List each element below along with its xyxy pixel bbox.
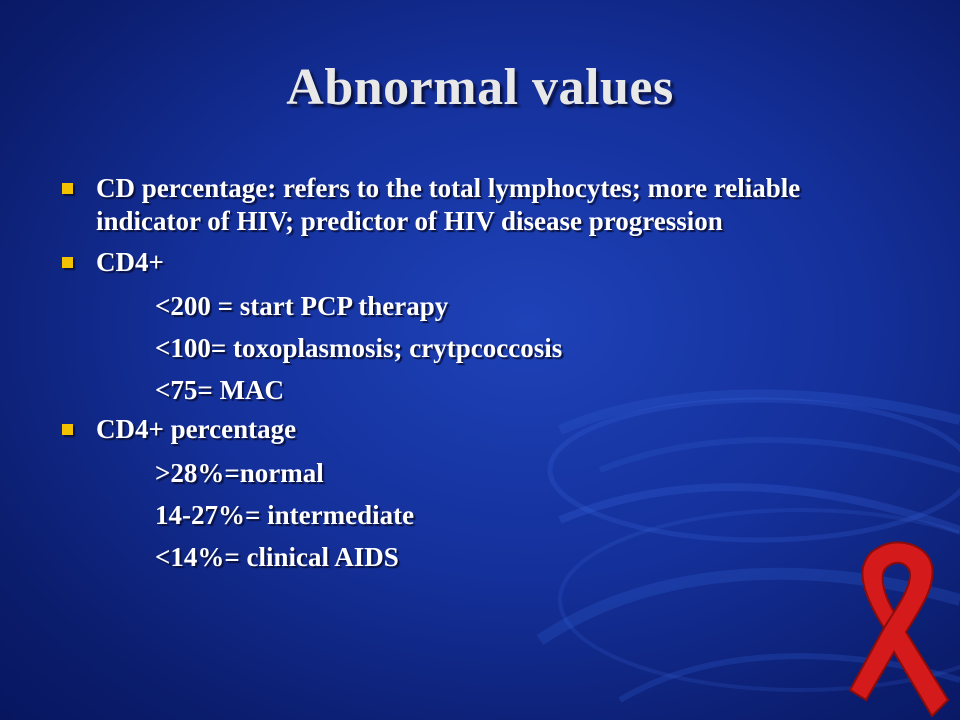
bullet-cd-percentage bbox=[58, 172, 858, 238]
square-bullet-icon bbox=[62, 183, 73, 194]
cd4-threshold-75: <75= MAC bbox=[155, 375, 285, 405]
bullet-list bbox=[58, 172, 858, 578]
cd4-threshold-100: <100= toxoplasmosis; crytpcoccosis bbox=[155, 333, 563, 363]
slide-title: Abnormal values bbox=[286, 59, 674, 116]
pct-intermediate: 14-27%= intermediate bbox=[155, 500, 415, 530]
bullet-cd4 bbox=[58, 246, 858, 279]
cd4-threshold-200: <200 = start PCP therapy bbox=[155, 291, 449, 321]
bullet-text: CD4+ bbox=[96, 247, 164, 277]
square-bullet-icon bbox=[62, 424, 73, 435]
pct-clinical-aids: <14%= clinical AIDS bbox=[155, 542, 399, 572]
bullet-text: CD percentage: refers to the total lymphocytes; more reliable indicator of HIV; predictor of HIV disease progression bbox=[96, 173, 801, 236]
square-bullet-icon bbox=[62, 257, 73, 268]
pct-normal: >28%=normal bbox=[155, 458, 324, 488]
bullet-cd4-percentage bbox=[58, 413, 858, 446]
bullet-text: CD4+ percentage bbox=[96, 414, 297, 444]
red-ribbon-icon bbox=[836, 540, 960, 720]
